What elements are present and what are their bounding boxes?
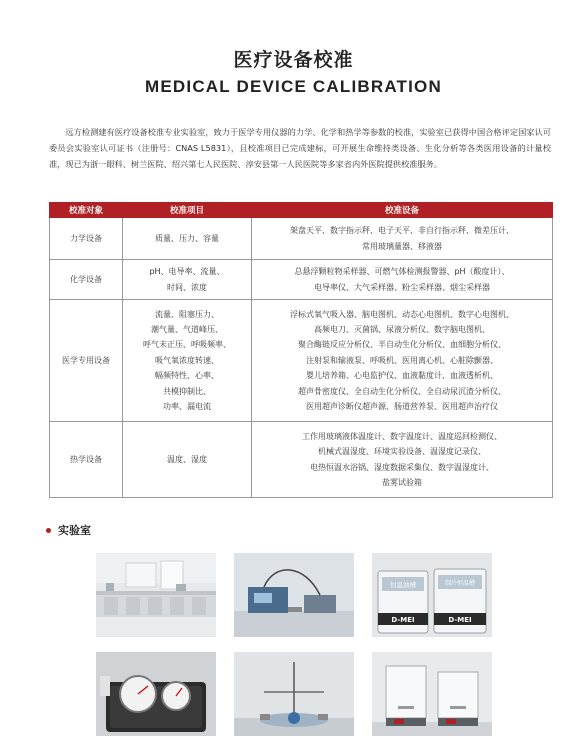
lab-photo-gauges <box>96 652 216 736</box>
row-items: 流量、阻塞压力、 潮气量、气道峰压、 呼气末正压、呼吸频率、 吸气氧浓度转速、 幅频特性、心率、 共模抑制比、 功率、漏电流 <box>123 300 252 422</box>
row-object: 医学专用设备 <box>50 300 123 422</box>
test-device-image <box>234 553 354 637</box>
row-object: 热学设备 <box>50 422 123 498</box>
lab-section-title <box>46 522 91 538</box>
row-equipment: 浮标式氧气吸入器、脑电图机、动态心电图机、数字心电图机、 高频电刀、灭菌锅、尿液分析仪、数字脑电图机、 聚合酶链反应分析仪、半自动生化分析仪、血细胞分析仪、 注射泵和输液泵、呼吸机、医用离心机、心脏除颤器、 婴儿培养箱、心电监护仪、血液黏度计、血液透析机、 超声骨密度仪、全自动生化分析仪、全自动尿沉渣分析仪、 医用超声诊断仪超声源、肠道营养泵、医用超声治疗仪 <box>252 300 553 422</box>
thermostatic-bath-image <box>372 553 492 637</box>
table-row <box>50 218 553 260</box>
header-object: 校准对象 <box>50 203 123 218</box>
table-header-row <box>50 203 553 218</box>
pressure-gauge-image <box>96 652 216 736</box>
lab-photo-room <box>96 553 216 637</box>
lab-room-image <box>96 553 216 637</box>
row-items: pH、电导率、流量、 时间、浓度 <box>123 260 252 300</box>
lab-photo-device <box>234 553 354 637</box>
row-object: 力学设备 <box>50 218 123 260</box>
analytical-balance-image <box>372 652 492 736</box>
page-subtitle: MEDICAL DEVICE CALIBRATION <box>145 77 442 96</box>
header-items: 校准项目 <box>123 203 252 218</box>
row-equipment: 架盘天平、数字指示秤、电子天平、非自行指示秤、微差压计、 常用玻璃量器、移液器 <box>252 218 553 260</box>
page-title: 医疗设备校准 <box>233 49 354 71</box>
row-object: 化学设备 <box>50 260 123 300</box>
lab-photo-instrument <box>234 652 354 736</box>
brand-label-1: D-MEI <box>391 616 415 624</box>
table-row <box>50 422 553 498</box>
lab-section-label: 实验室 <box>58 524 91 537</box>
row-items: 质量、压力、容量 <box>123 218 252 260</box>
bullet-dot-icon <box>46 528 51 533</box>
header-equipment: 校准设备 <box>252 203 553 218</box>
table-row <box>50 260 553 300</box>
intro-paragraph: 远方检测建有医疗设备校准专业实验室，致力于医学专用仪器的力学、化学和热学等参数的校准，实验室已获得中国合格评定国家认可委员会实验室认可证书（注册号：CNAS L5831），且校准项目已完成建标，可开展生命维持类设备、生化分析等各类医用设备的计量校准，现已为浙一眼科、树兰医院、绍兴第七人民医院、淳安县第一人民医院等多家省内外医院提供校准服务。 <box>49 127 551 169</box>
calibration-table <box>49 202 553 498</box>
lab-photo-balances <box>372 652 492 736</box>
bath-panel-label-1: 恒温油槽 <box>390 581 416 589</box>
row-items: 温度、湿度 <box>123 422 252 498</box>
row-equipment: 工作用玻璃液体温度计、数字温度计、温度巡回检测仪、 机械式温湿度、环境实验设备、温湿度记录仪、 电热恒温水浴锅、湿度数据采集仪、数字温湿度计、 盐雾试验箱 <box>252 422 553 498</box>
row-equipment: 总悬浮颗粒物采样器、可燃气体检测报警器、pH（酸度计）、 电导率仪、大气采样器、粉尘采样器、烟尘采样器 <box>252 260 553 300</box>
instrument-image <box>234 652 354 736</box>
lab-photo-baths <box>372 553 492 637</box>
brand-label-2: D-MEI <box>448 616 472 624</box>
table-row <box>50 300 553 422</box>
bath-panel-label-2: 制冷恒温槽 <box>444 580 476 587</box>
